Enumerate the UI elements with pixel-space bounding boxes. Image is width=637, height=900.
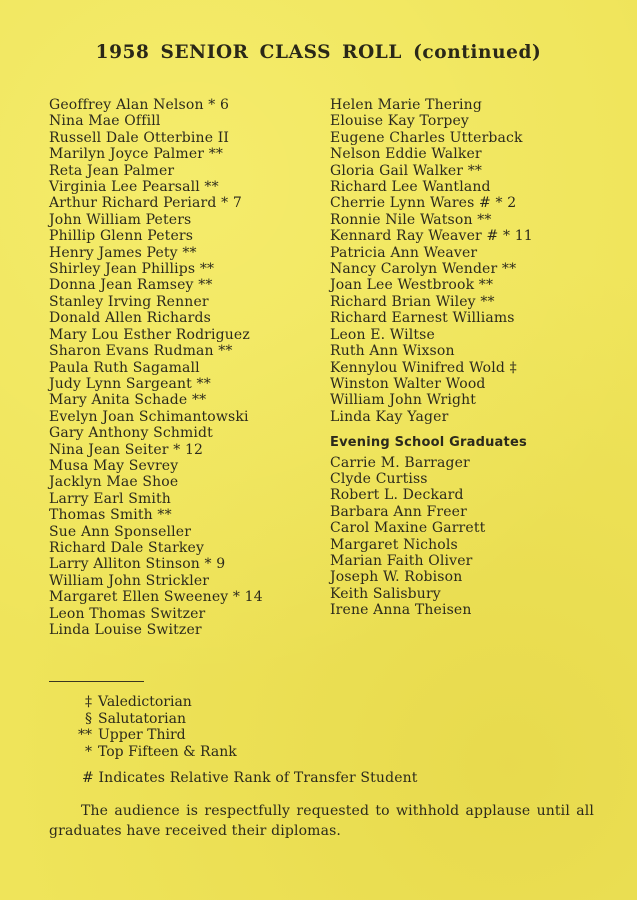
graduate-name: Carrie M. Barrager — [330, 454, 470, 471]
evening-school-heading: Evening School Graduates — [330, 435, 527, 451]
graduate-name: Larry Earl Smith — [49, 490, 171, 507]
graduate-name: Patricia Ann Weaver — [330, 244, 478, 261]
graduate-name: Gary Anthony Schmidt — [49, 425, 213, 442]
graduate-name: Reta Jean Palmer — [49, 162, 175, 179]
graduate-name: Sue Ann Sponseller — [49, 523, 192, 540]
graduate-name: Henry James Pety ** — [49, 244, 197, 261]
graduate-name: William John Wright — [330, 392, 477, 409]
legend-label: Upper Third — [98, 727, 186, 744]
graduate-name: Russell Dale Otterbine II — [49, 129, 230, 146]
graduate-name: Keith Salisbury — [330, 585, 441, 602]
graduate-name: Thomas Smith ** — [49, 507, 172, 524]
graduate-name: Sharon Evans Rudman ** — [49, 343, 233, 360]
graduate-name: Helen Marie Thering — [330, 97, 482, 113]
graduate-name: Donna Jean Ramsey ** — [49, 277, 213, 294]
graduate-name: Cherrie Lynn Wares # * 2 — [330, 195, 517, 212]
graduate-name: Robert L. Deckard — [330, 487, 464, 504]
graduate-name: Winston Walter Wood — [330, 375, 486, 392]
graduate-name: Ronnie Nile Watson ** — [330, 211, 492, 228]
graduate-name: Clyde Curtiss — [330, 470, 428, 487]
graduate-name: Virginia Lee Pearsall ** — [49, 179, 219, 196]
class-roll-left-column — [49, 97, 329, 638]
graduate-name: Joseph W. Robison — [330, 569, 463, 586]
graduate-name: John William Peters — [49, 211, 192, 228]
evening-graduates-list — [330, 455, 630, 619]
graduate-name: Phillip Glenn Peters — [49, 228, 194, 245]
graduate-name: Kennard Ray Weaver # * 11 — [330, 228, 533, 245]
legend-item — [72, 694, 237, 711]
graduate-name: Jacklyn Mae Shoe — [49, 474, 179, 491]
divider-rule — [49, 681, 144, 682]
graduate-name: Evelyn Joan Schimantowski — [49, 408, 249, 425]
graduate-name: Leon Thomas Switzer — [49, 605, 206, 622]
graduate-name: William John Strickler — [49, 572, 210, 589]
legend-label: Valedictorian — [98, 694, 192, 710]
graduate-name: Linda Kay Yager — [330, 408, 449, 425]
class-roll-right-column — [330, 97, 630, 619]
graduate-name: Marilyn Joyce Palmer ** — [49, 146, 223, 163]
legend — [72, 694, 237, 760]
page-title: 1958 SENIOR CLASS ROLL (continued) — [95, 42, 542, 63]
graduate-name: Marian Faith Oliver — [330, 552, 473, 569]
transfer-note: # Indicates Relative Rank of Transfer Student — [82, 770, 418, 786]
graduate-name: Stanley Irving Renner — [49, 293, 209, 310]
graduate-name: Leon E. Wiltse — [330, 326, 435, 343]
applause-notice: The audience is respectfully requested to withhold applause until all graduates have received their diplomas. — [49, 803, 594, 839]
legend-item — [72, 711, 237, 728]
right-names-list — [330, 97, 630, 425]
legend-symbol: ** — [78, 727, 92, 744]
legend-label: Salutatorian — [98, 710, 186, 727]
graduate-name: Elouise Kay Torpey — [330, 113, 469, 130]
graduate-name: Nelson Eddie Walker — [330, 146, 482, 163]
graduate-name: Kennylou Winifred Wold ‡ — [330, 359, 517, 376]
graduate-name: Larry Alliton Stinson * 9 — [49, 556, 226, 573]
legend-item — [72, 727, 237, 744]
graduate-name: Barbara Ann Freer — [330, 503, 467, 520]
graduate-name: Geoffrey Alan Nelson * 6 — [49, 97, 230, 113]
graduate-name: Richard Brian Wiley ** — [330, 293, 495, 310]
graduate-name: Margaret Ellen Sweeney * 14 — [49, 589, 263, 606]
legend-symbol: § — [85, 710, 92, 727]
graduate-name: Gloria Gail Walker ** — [330, 162, 483, 179]
graduate-name: Carol Maxine Garrett — [330, 520, 486, 537]
legend-symbol: ‡ — [85, 694, 92, 710]
graduate-name: Nancy Carolyn Wender ** — [330, 261, 517, 278]
graduate-name: Richard Dale Starkey — [49, 539, 205, 556]
graduate-name: Donald Allen Richards — [49, 310, 211, 327]
graduate-name: Margaret Nichols — [330, 536, 458, 553]
graduate-name: Mary Anita Schade ** — [49, 392, 207, 409]
legend-label: Top Fifteen & Rank — [98, 743, 237, 760]
graduate-name: Musa May Sevrey — [49, 457, 179, 474]
graduate-name: Shirley Jean Phillips ** — [49, 261, 215, 278]
graduate-name: Paula Ruth Sagamall — [49, 359, 200, 376]
legend-symbol: * — [85, 743, 92, 760]
graduate-name: Ruth Ann Wixson — [330, 343, 455, 360]
graduate-name: Arthur Richard Periard * 7 — [49, 195, 242, 212]
legend-item — [72, 744, 237, 761]
graduate-name: Judy Lynn Sargeant ** — [49, 375, 211, 392]
graduate-name: Linda Louise Switzer — [49, 622, 202, 638]
graduate-name: Nina Mae Offill — [49, 113, 161, 130]
graduate-name: Irene Anna Theisen — [330, 602, 472, 619]
graduate-name: Eugene Charles Utterback — [330, 129, 523, 146]
graduate-name: Richard Lee Wantland — [330, 179, 491, 196]
graduate-name: Joan Lee Westbrook ** — [330, 277, 494, 294]
graduate-name: Nina Jean Seiter * 12 — [49, 441, 204, 458]
graduate-name: Richard Earnest Williams — [330, 310, 515, 327]
graduate-name: Mary Lou Esther Rodriguez — [49, 326, 250, 343]
